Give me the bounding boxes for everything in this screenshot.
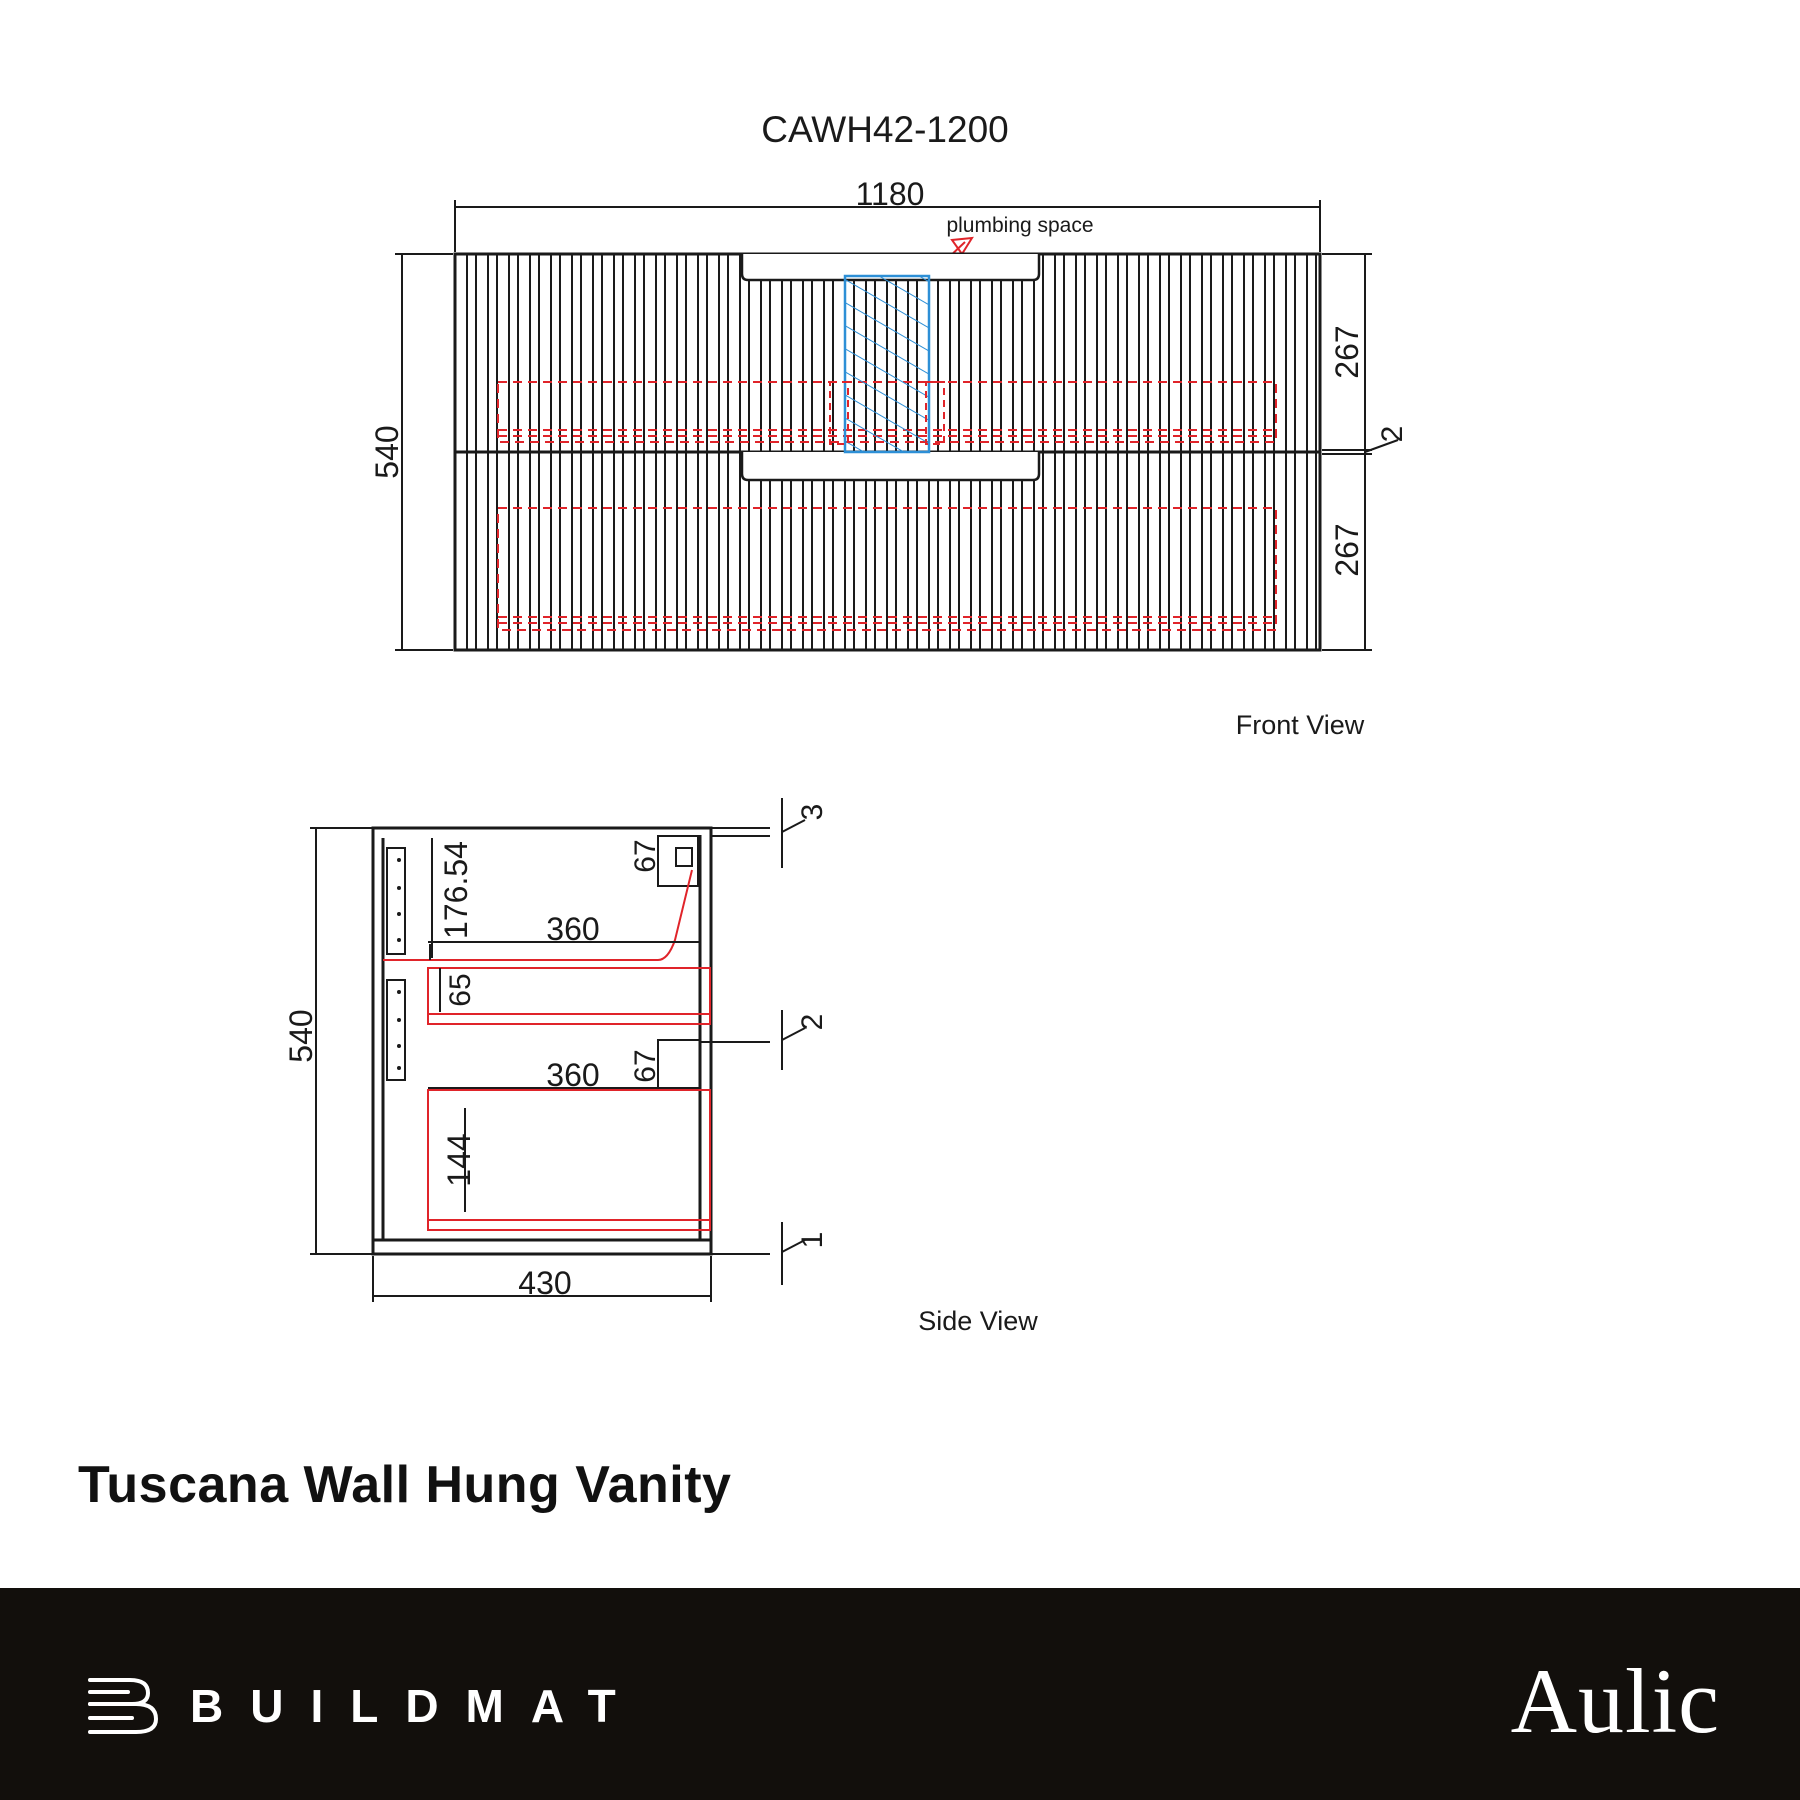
runner-screws [397, 858, 401, 1070]
buildmat-b-logo-icon [86, 1676, 160, 1736]
lower-drawer-inner-dim: 144 [441, 1133, 477, 1187]
upper-drawer-height-dim: 176.54 [438, 841, 474, 939]
lower-handle-recess [742, 452, 1039, 480]
upper-drawer-depth-dim: 360 [546, 911, 600, 947]
side-depth-label: 430 [518, 1265, 572, 1301]
lower-drawer-depth-dim: 360 [546, 1057, 600, 1093]
drawer-gap-label: 2 [1376, 425, 1409, 443]
side-view-label: Side View [918, 1306, 1038, 1336]
buildmat-name: BUILDMAT [190, 1680, 643, 1732]
middle-gap-label: 2 [796, 1013, 829, 1031]
plumbing-space-label: plumbing space [946, 214, 1094, 237]
drawer-runners [387, 848, 405, 1080]
plumbing-space-area [845, 276, 929, 452]
model-code: CAWH42-1200 [761, 109, 1009, 150]
aulic-brand: Aulic [1510, 1650, 1720, 1752]
front-cabinet [455, 254, 1320, 650]
lower-handle-dim: 67 [629, 1049, 662, 1083]
upper-handle-dim: 67 [629, 839, 662, 873]
side-height-dimension [310, 828, 372, 1254]
upper-drawer-height-label: 267 [1329, 325, 1365, 379]
front-height-label: 540 [369, 425, 405, 479]
buildmat-brand [86, 1674, 643, 1738]
lower-drawer-height-label: 267 [1329, 523, 1365, 577]
front-width-label: 1180 [855, 176, 925, 212]
product-title: Tuscana Wall Hung Vanity [78, 1456, 732, 1514]
footer-bar [0, 1588, 1800, 1800]
front-view-label: Front View [1235, 710, 1365, 740]
bottom-gap-label: 1 [796, 1231, 829, 1249]
side-view [283, 798, 1038, 1336]
side-height-label: 540 [283, 1009, 319, 1063]
side-handles [658, 836, 770, 1090]
front-right-dimensions [1322, 254, 1398, 650]
front-view [369, 109, 1409, 740]
upper-drawer-inner-dim: 65 [444, 973, 477, 1007]
top-gap-label: 3 [796, 803, 829, 821]
